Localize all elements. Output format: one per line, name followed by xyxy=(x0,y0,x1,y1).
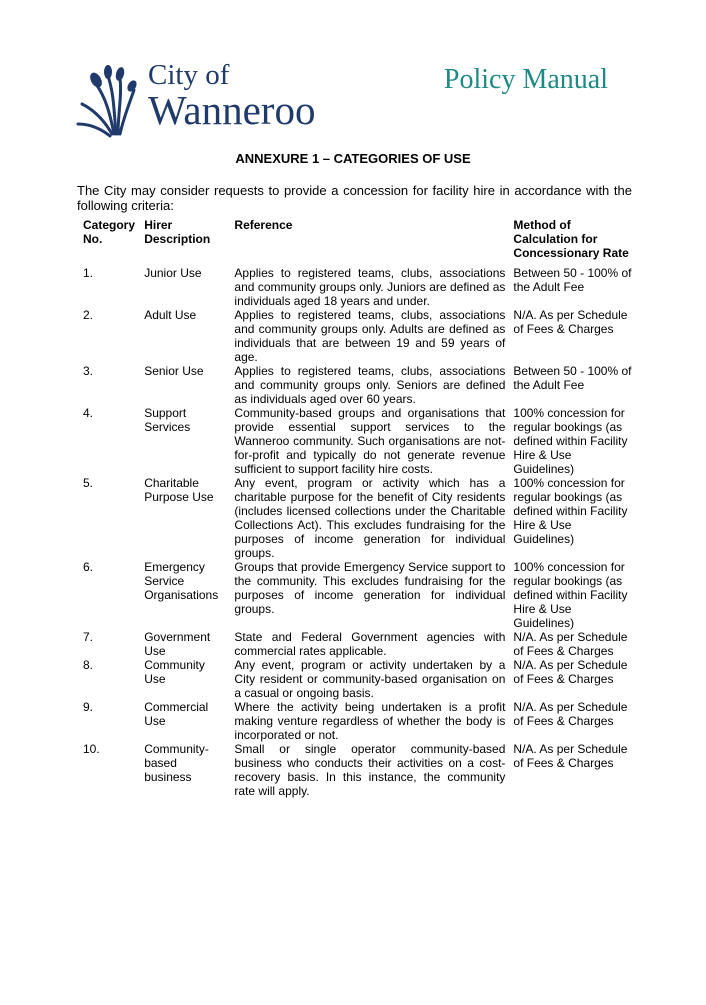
calculation-method: N/A. As per Schedule of Fees & Charges xyxy=(513,700,628,728)
calculation-method: N/A. As per Schedule of Fees & Charges xyxy=(513,658,628,686)
calculation-method: N/A. As per Schedule of Fees & Charges xyxy=(513,308,628,336)
calculation-method: Between 50 - 100% of the Adult Fee xyxy=(513,266,632,294)
table-row xyxy=(79,364,637,406)
intro-paragraph: The City may consider requests to provide a concession for facility hire in accordance with the following criteria: xyxy=(77,183,632,213)
category-no: 5. xyxy=(83,476,94,490)
categories-of-use-table xyxy=(79,218,637,798)
table-row xyxy=(79,658,637,700)
table-row xyxy=(79,700,637,742)
header-hirer-description: Hirer Description xyxy=(144,218,211,246)
calculation-method: N/A. As per Schedule of Fees & Charges xyxy=(513,742,628,770)
logo-line-wanneroo: Wanneroo xyxy=(148,87,316,133)
logo-wordmark xyxy=(148,60,315,132)
table-row xyxy=(79,742,637,798)
header-category-no: Category No. xyxy=(83,218,136,246)
hirer-description: Government Use xyxy=(144,630,211,658)
reference-text: Applies to registered teams, clubs, associations and community groups only. Seniors are defined as individuals aged over 60 years. xyxy=(234,364,506,406)
calculation-method: Between 50 - 100% of the Adult Fee xyxy=(513,364,632,392)
category-no: 3. xyxy=(83,364,94,378)
category-no: 8. xyxy=(83,658,94,672)
annexure-title: ANNEXURE 1 – CATEGORIES OF USE xyxy=(235,151,471,166)
hirer-description: Senior Use xyxy=(144,364,204,378)
policy-manual-title: Policy Manual xyxy=(443,64,608,95)
reference-text: Any event, program or activity which has a charitable purpose for the benefit of City residents (includes licensed collections under the Charitable Collections Act). This excludes fundraising for the purposes of income generation for individual groups. xyxy=(234,476,506,560)
hirer-description: Adult Use xyxy=(144,308,197,322)
category-no: 1. xyxy=(83,266,94,280)
header-method: Method of Calculation for Concessionary Rate xyxy=(513,218,629,260)
city-of-wanneroo-logo xyxy=(76,60,326,140)
wanneroo-plant-emblem-icon xyxy=(76,64,138,138)
category-no: 6. xyxy=(83,560,94,574)
category-no: 2. xyxy=(83,308,94,322)
table-header-row xyxy=(79,218,637,266)
category-no: 7. xyxy=(83,630,94,644)
reference-text: Groups that provide Emergency Service support to the community. This excludes fundraising for the purposes of income generation for individual groups. xyxy=(234,560,506,616)
category-no: 10. xyxy=(83,742,100,756)
calculation-method: N/A. As per Schedule of Fees & Charges xyxy=(513,630,628,658)
hirer-description: Community-based business xyxy=(144,742,209,784)
category-no: 9. xyxy=(83,700,94,714)
table-row xyxy=(79,560,637,630)
reference-text: Where the activity being undertaken is a profit making venture regardless of whether the body is incorporated or not. xyxy=(234,700,506,742)
calculation-method: 100% concession for regular bookings (as defined within Facility Hire & Use Guidelines) xyxy=(513,406,628,476)
table-row xyxy=(79,308,637,364)
header-reference: Reference xyxy=(234,218,293,232)
reference-text: Applies to registered teams, clubs, associations and community groups only. Adults are defined as individuals that are between 19 and 59 years of age. xyxy=(234,308,506,364)
reference-text: Applies to registered teams, clubs, associations and community groups only. Juniors are defined as individuals aged 18 years and under. xyxy=(234,266,506,308)
hirer-description: Community Use xyxy=(144,658,205,686)
hirer-description: Emergency Service Organisations xyxy=(144,560,219,602)
reference-text: Small or single operator community-based business who conducts their activities on a cost-recovery basis. In this instance, the community rate will apply. xyxy=(234,742,506,798)
hirer-description: Commercial Use xyxy=(144,700,209,728)
category-no: 4. xyxy=(83,406,94,420)
table-row xyxy=(79,630,637,658)
hirer-description: Junior Use xyxy=(144,266,202,280)
table-row xyxy=(79,476,637,560)
calculation-method: 100% concession for regular bookings (as defined within Facility Hire & Use Guidelines) xyxy=(513,560,628,630)
logo-line-city-of: City of xyxy=(148,59,230,91)
reference-text: Any event, program or activity undertaken by a City resident or community-based organisation on a casual or ongoing basis. xyxy=(234,658,506,700)
table-row xyxy=(79,266,637,308)
hirer-description: Charitable Purpose Use xyxy=(144,476,214,504)
reference-text: State and Federal Government agencies with commercial rates applicable. xyxy=(234,630,506,658)
reference-text: Community-based groups and organisations that provide essential support services to the Wanneroo community. Such organisations are not-for-profit and typically do not generate revenue sufficient to support facility hire costs. xyxy=(234,406,506,476)
table-row xyxy=(79,406,637,476)
calculation-method: 100% concession for regular bookings (as defined within Facility Hire & Use Guidelines) xyxy=(513,476,628,546)
hirer-description: Support Services xyxy=(144,406,191,434)
